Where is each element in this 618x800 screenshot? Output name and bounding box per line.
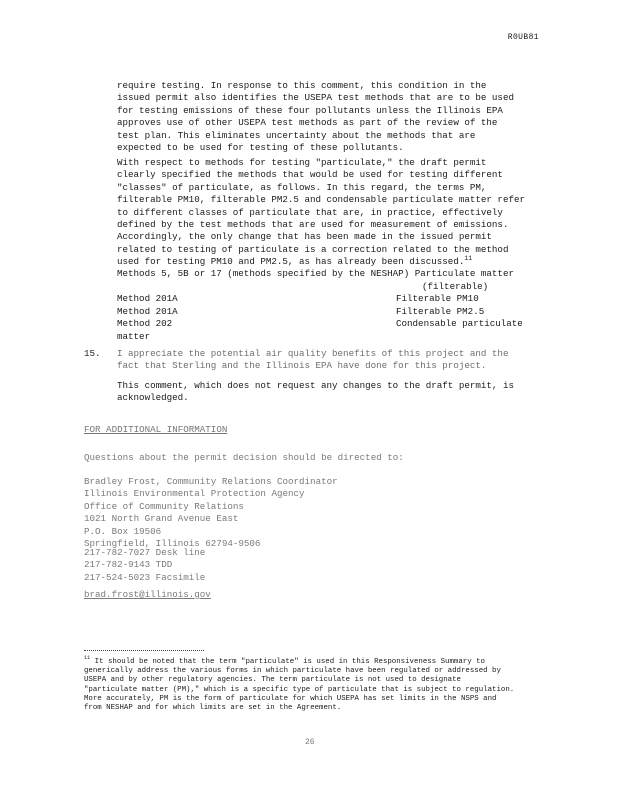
text-line: for testing emissions of these four pollutants unless the Illinois EPA [117,104,503,116]
contact-intro: Questions about the permit decision should be directed to: [84,452,404,463]
text-line: test plan. This eliminates uncertainty about the methods that are [117,129,476,141]
method-measures: Condensable particulate [396,318,523,330]
text-line: defined by the test methods that are used for measurement of emissions. [117,219,509,231]
text-line: approves use of other USEPA test methods as part of the review of the [117,117,498,129]
footnote-line-content: It should be noted that the term "particulate" is used in this Responsiveness Summary to [94,658,485,666]
text-line: "classes" of particulate, as follows. In this regard, the terms PM, [117,181,487,193]
text-line: With respect to methods for testing "particulate," the draft permit [117,157,487,168]
table-row [117,281,537,293]
phone-line: 217-782-9143 TDD [84,559,173,571]
address-line: P.O. Box 19506 [84,525,162,537]
section-heading: FOR ADDITIONAL INFORMATION [84,424,228,435]
text-line: to different classes of particulate that are, in practice, effectively [117,206,503,218]
methods-trailer: matter [117,330,151,342]
method-name: Method 202 [117,318,173,330]
text-line: require testing. In response to this comment, this condition in the [117,80,487,91]
text-line [117,256,537,268]
footnote-divider [84,650,204,651]
footnote [84,655,534,713]
contact-phones [84,547,544,584]
footnote-line [84,655,534,667]
text-line: fact that Sterling and the Illinois EPA have done for this project. [117,360,487,372]
method-measures: Filterable PM2.5 [396,305,485,317]
methods-intro: Methods 5, 5B or 17 (methods specified by the NESHAP) Particulate matter [117,268,514,279]
table-row [117,318,537,330]
table-row [117,293,537,305]
comment-text [117,348,537,373]
footnote-reference: 11 [464,255,473,263]
paragraph-particulate [117,157,537,269]
address-line: Office of Community Relations [84,500,244,512]
table-row [117,331,537,343]
paragraph-testing-methods [117,80,537,154]
text-line: expected to be used for testing of these pollutants. [117,142,404,154]
methods-table [117,281,537,343]
footnote-marker: 11 [84,655,91,661]
text-line: acknowledged. [117,392,189,404]
address-line: Springfield, Illinois 62794-9506 [84,538,261,550]
phone-line: 217-782-7027 Desk line [84,547,206,558]
contact-address [84,476,544,550]
footnote-line: More accurately, PM is the form of particulate for which USEPA has set limits in the NSPS and [84,694,497,703]
address-line: Bradley Frost, Community Relations Coordinator [84,476,338,487]
comment-number: 15. [84,348,101,359]
text-line: related to testing of particulate is a correction related to the method [117,243,509,255]
text-line: I appreciate the potential air quality benefits of this project and the [117,348,509,359]
method-measures: Filterable PM10 [396,293,479,305]
methods-intro-suffix: (filterable) [422,281,489,292]
address-line: 1021 North Grand Avenue East [84,513,239,525]
document-id: R0UB81 [507,33,539,42]
footnote-line: USEPA and by other regulatory agencies. The term particulate is not used to designate [84,676,461,685]
text-line: filterable PM10, filterable PM2.5 and condensable particulate matter refer [117,194,525,206]
address-line: Illinois Environmental Protection Agency [84,488,305,500]
footnote-line: from NESHAP and for which limits are set in the Agreement. [84,704,342,713]
response-text [117,380,537,405]
text-line: issued permit also identifies the USEPA test methods that are to be used [117,92,514,104]
footnote-line: generically address the various forms in which particulate have been regulated or addressed by [84,667,501,676]
phone-line: 217-524-5023 Facsimile [84,571,206,583]
contact-email-link[interactable]: brad.frost@illinois.gov [84,589,211,600]
method-name: Method 201A [117,305,178,317]
page-number: 26 [305,738,315,747]
text-line: This comment, which does not request any changes to the draft permit, is [117,380,514,391]
table-row [117,306,537,318]
method-name: Method 201A [117,293,178,305]
text-line: clearly specified the methods that would be used for testing different [117,169,503,181]
text-line-content: used for testing PM10 and PM2.5, as has already been discussed. [117,256,465,268]
footnote-line: "particulate matter (PM)," which is a specific type of particulate that is subject to regulation. [84,685,515,694]
text-line: Accordingly, the only change that has been made in the issued permit [117,231,492,243]
